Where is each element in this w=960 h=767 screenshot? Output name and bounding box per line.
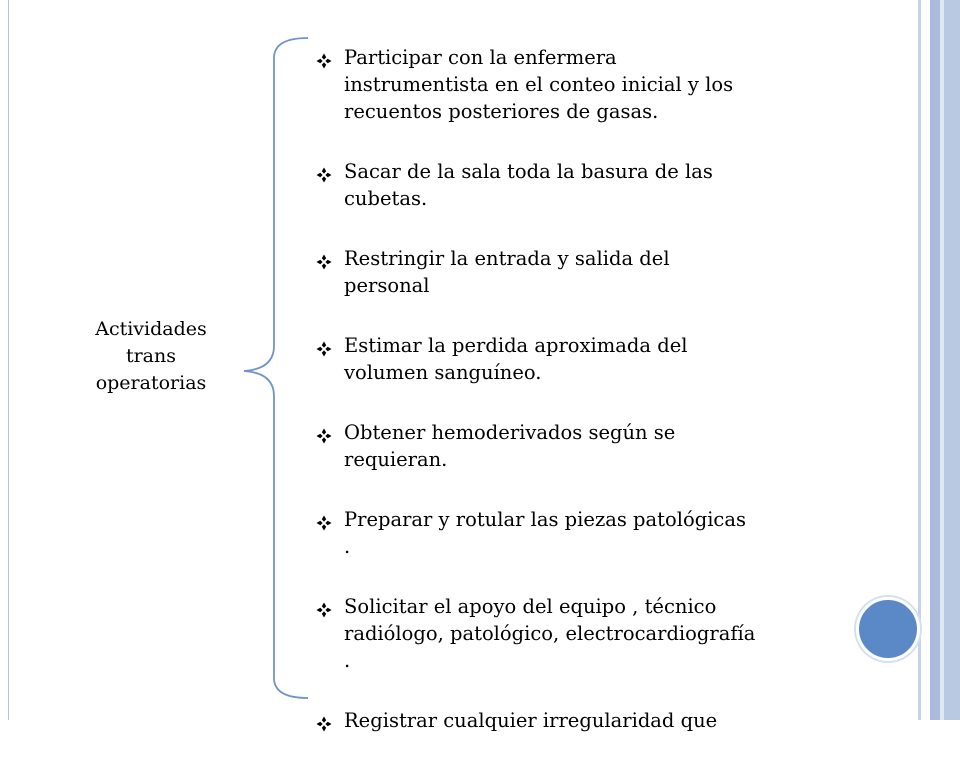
side-label-line: trans [125,345,177,367]
four-diamond-star-icon [316,49,332,65]
activity-item [316,158,812,212]
right-frame-gap [921,0,930,720]
activity-item-line: Restringir la entrada y salida del [344,247,670,270]
activity-item-line: . [344,649,351,672]
activity-item-line: Obtener hemoderivados según se [344,421,676,444]
right-frame-stripe [930,0,940,720]
side-label-line: Actividades [95,318,207,340]
activity-item-line: Solicitar el apoyo del equipo , técnico [344,595,717,618]
four-diamond-star-icon [316,163,332,179]
activity-item-line: instrumentista en el conteo inicial y los [344,73,734,96]
activity-list [316,44,812,767]
right-frame-stripe-outer [944,0,960,720]
side-label-line: operatorias [95,372,207,394]
activity-item [316,245,812,299]
activity-item-line: radiólogo, patológico, electrocardiografía [344,622,756,645]
activity-item [316,707,812,734]
four-diamond-star-icon [316,712,332,728]
four-diamond-star-icon [316,250,332,266]
activity-item-line: cubetas. [344,187,428,210]
activity-item-line: recuentos posteriores de gasas. [344,100,659,123]
activity-item-line: personal [344,274,430,297]
activity-item [316,593,812,674]
activity-item [316,332,812,386]
four-diamond-star-icon [316,424,332,440]
activity-item-line: Sacar de la sala toda la basura de las [344,160,713,183]
activity-item-line: Participar con la enfermera [344,46,617,69]
activity-item [316,419,812,473]
four-diamond-star-icon [316,511,332,527]
activity-item-line: Registrar cualquier irregularidad que [344,709,718,732]
activity-item [316,44,812,125]
side-label [66,316,236,397]
four-diamond-star-icon [316,598,332,614]
activity-item-line: Estimar la perdida aproximada del [344,334,688,357]
activity-item-line: Preparar y rotular las piezas patológicas [344,508,746,531]
activity-item [316,506,812,560]
activity-item-line: . [344,535,351,558]
four-diamond-star-icon [316,337,332,353]
left-border-line [8,0,9,720]
activity-item-line: volumen sanguíneo. [344,361,542,384]
curly-brace [238,36,312,700]
activity-item-line: requieran. [344,448,448,471]
decorative-circle [856,597,920,661]
